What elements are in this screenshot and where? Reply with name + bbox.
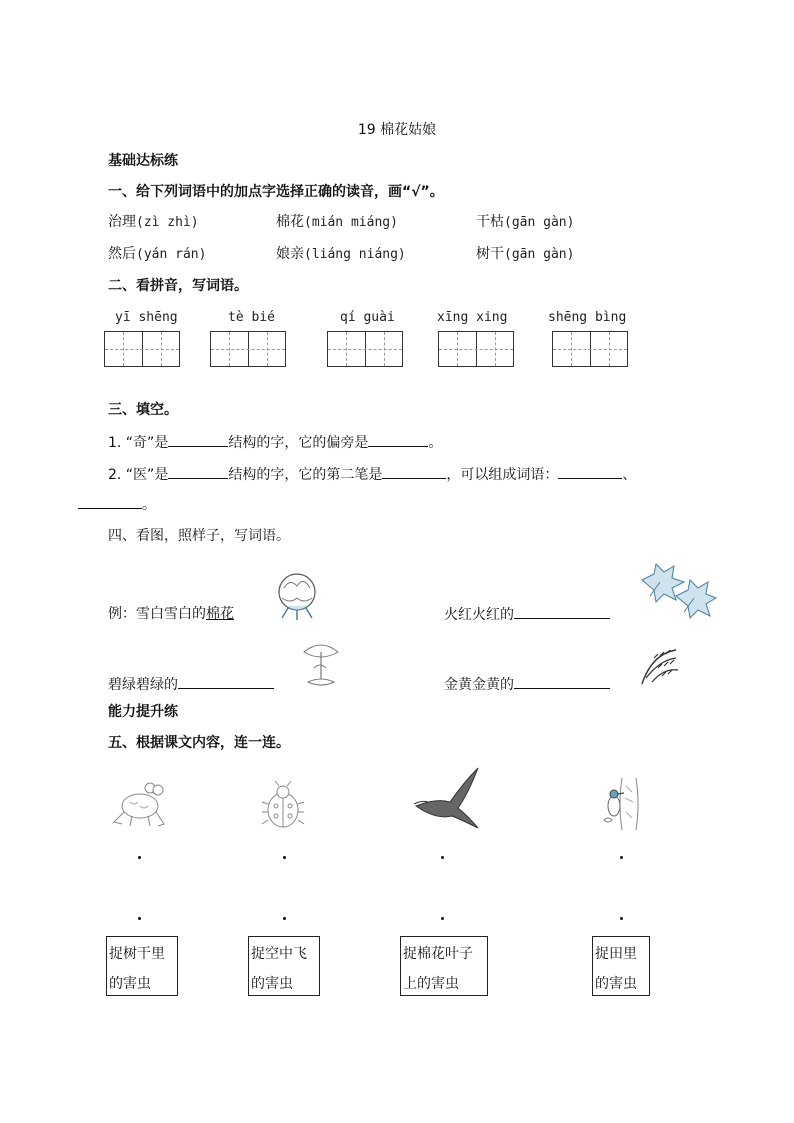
q5-heading: 五、根据课文内容，连一连。: [108, 735, 290, 751]
q4-example: [108, 604, 234, 624]
q3-blank-radical[interactable]: [368, 432, 428, 447]
q2-writing-grid-4[interactable]: [438, 331, 514, 367]
q5-box-1-line-2: 的害虫: [109, 976, 151, 992]
q1-item-6: [476, 244, 574, 265]
q1-item-word: 树干: [476, 246, 504, 262]
swallow-image: [412, 766, 482, 830]
q2-writing-grid-2[interactable]: [210, 331, 286, 367]
q4-heading: 四、看图，照样子，写词语。: [108, 528, 290, 544]
q3-blank-word-2[interactable]: [78, 494, 142, 509]
q1-item-word: 然后: [108, 246, 136, 262]
q5-box-3[interactable]: [400, 936, 488, 996]
q2-writing-grid-5[interactable]: [552, 331, 628, 367]
connect-dot-bottom-2[interactable]: [283, 917, 286, 920]
q3-line2-text-a: 2. “医”是: [108, 467, 169, 483]
q4-item-3: [108, 674, 274, 695]
section-ability-heading: 能力提升练: [108, 704, 178, 720]
q4-item-4: [444, 674, 610, 695]
q2-writing-grid-3[interactable]: [327, 331, 403, 367]
q1-item-word: 治理: [108, 214, 136, 230]
q3-line2-text-b: 结构的字，它的第二笔是: [228, 467, 383, 483]
q2-pinyin-5: shēng bìng: [548, 310, 627, 325]
q1-item-options[interactable]: (gān gàn): [504, 247, 575, 262]
q1-item-1: [108, 212, 199, 233]
connect-dot-bottom-3[interactable]: [441, 917, 444, 920]
q4-blank-4[interactable]: [514, 674, 610, 689]
q4-blank-3[interactable]: [178, 674, 274, 689]
q4-item3-text: 碧绿碧绿的: [108, 677, 178, 693]
q2-pinyin-3: qí guài: [340, 310, 395, 325]
q4-item-2: [444, 604, 610, 625]
q3-blank-second-stroke[interactable]: [382, 464, 446, 479]
q4-example-word: 棉花: [206, 606, 234, 622]
maple-leaves-image: [636, 560, 718, 622]
q2-heading: 二、看拼音，写词语。: [108, 278, 248, 294]
q1-item-word: 干枯: [476, 214, 504, 230]
q5-box-2-line-1: 捉空中飞: [251, 946, 307, 962]
q1-item-4: [108, 244, 206, 265]
q3-line1-text-a: 1. “奇”是: [108, 435, 169, 451]
q3-heading: 三、填空。: [108, 402, 178, 418]
q1-item-options[interactable]: (mián miáng): [304, 215, 398, 230]
q3-blank-structure-2[interactable]: [168, 464, 228, 479]
q2-pinyin-1: yī shēng: [115, 310, 178, 325]
q3-line3-text-c: 。: [142, 497, 156, 513]
q1-item-word: 娘亲: [276, 246, 304, 262]
q2-pinyin-4: xīng xing: [437, 310, 508, 325]
q1-item-options[interactable]: (yán rán): [136, 247, 207, 262]
q1-item-5: [276, 244, 406, 265]
woodpecker-image: [592, 776, 642, 832]
q5-box-1[interactable]: [106, 936, 178, 996]
q5-box-4-line-2: 的害虫: [595, 976, 637, 992]
q3-blank-structure-1[interactable]: [168, 432, 228, 447]
q3-line-2: [108, 464, 636, 485]
q5-box-4-line-1: 捉田里: [595, 946, 637, 962]
q3-line1-text-b: 结构的字，它的偏旁是: [228, 435, 369, 451]
q1-item-options[interactable]: (gān gàn): [504, 215, 575, 230]
cotton-image: [270, 568, 324, 622]
q3-blank-word-1[interactable]: [558, 464, 622, 479]
q4-example-prefix: 例：雪白雪白的: [108, 606, 206, 622]
q3-line-3: [78, 494, 156, 515]
q1-item-3: [476, 212, 574, 233]
connect-dot-top-2[interactable]: [283, 856, 286, 859]
ladybug-image: [260, 780, 306, 832]
q1-item-word: 棉花: [276, 214, 304, 230]
q2-pinyin-2: tè bié: [228, 310, 275, 325]
q1-item-options[interactable]: (zì zhì): [136, 215, 199, 230]
q5-box-3-line-2: 上的害虫: [403, 976, 459, 992]
connect-dot-top-1[interactable]: [138, 856, 141, 859]
q3-line-1: [108, 432, 442, 453]
q1-item-2: [276, 212, 398, 233]
q5-box-2-line-2: 的害虫: [251, 976, 293, 992]
q5-box-4[interactable]: [592, 936, 650, 996]
q5-box-2[interactable]: [248, 936, 320, 996]
q5-box-1-line-1: 捉树干里: [109, 946, 165, 962]
q4-item2-text: 火红火红的: [444, 607, 514, 623]
connect-dot-top-4[interactable]: [620, 856, 623, 859]
connect-dot-bottom-4[interactable]: [620, 917, 623, 920]
connect-dot-bottom-1[interactable]: [138, 917, 141, 920]
connect-dot-top-3[interactable]: [441, 856, 444, 859]
page-title: 19 棉花姑娘: [357, 122, 437, 138]
q1-item-options[interactable]: (liáng niáng): [304, 247, 406, 262]
section-basic-heading: 基础达标练: [108, 153, 178, 169]
q3-line2-text-d: 、: [622, 467, 637, 483]
q3-line2-text-c: ，可以组成词语：: [446, 467, 559, 483]
lotus-leaf-image: [300, 638, 342, 690]
q4-blank-2[interactable]: [514, 604, 610, 619]
q5-box-3-line-1: 捉棉花叶子: [403, 946, 473, 962]
frog-image: [110, 778, 170, 830]
q2-writing-grid-1[interactable]: [104, 331, 180, 367]
q1-heading: 一、给下列词语中的加点字选择正确的读音，画“√”。: [108, 184, 444, 200]
rice-ear-image: [634, 644, 688, 690]
q4-item4-text: 金黄金黄的: [444, 677, 514, 693]
q3-line1-text-c: 。: [428, 435, 443, 451]
